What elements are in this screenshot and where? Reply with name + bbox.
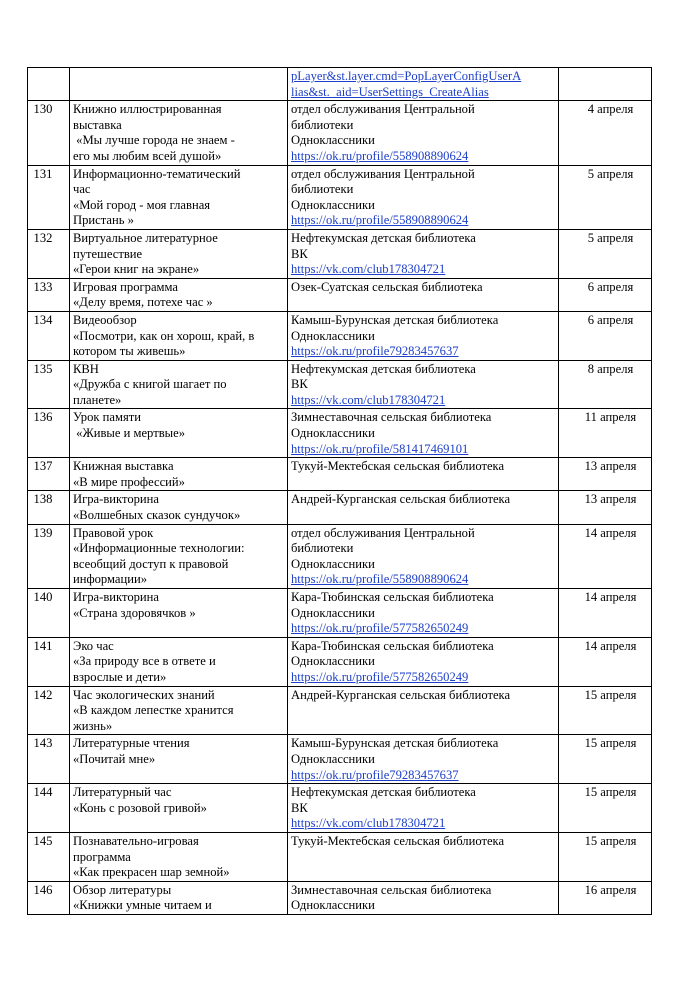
table-row (28, 101, 652, 165)
event-line: «За природу все в ответе и (73, 654, 216, 669)
table-row (28, 165, 652, 229)
place-line: ВК (291, 246, 308, 261)
place-cell (288, 458, 559, 491)
table-row (28, 278, 652, 311)
event-line: «Посмотри, как он хорош, край, в (73, 328, 255, 343)
place-cell (288, 165, 559, 229)
event-line: «Почитай мне» (73, 751, 156, 766)
event-line: выставка (73, 117, 122, 132)
event-line: Литературные чтения (73, 736, 190, 751)
place-line: Одноклассники (291, 898, 375, 913)
event-cell (70, 686, 288, 735)
event-line: «Волшебных сказок сундучок» (73, 508, 241, 523)
event-line: «Страна здоровячков » (73, 605, 196, 620)
date-cell: 5 апреля (559, 165, 652, 229)
event-cell (70, 881, 288, 914)
place-cell (288, 68, 559, 101)
table-row (28, 311, 652, 360)
date-cell: 5 апреля (559, 229, 652, 278)
event-cell (70, 229, 288, 278)
events-table-body (28, 68, 652, 915)
place-line: Нефтекумская детская библиотека (291, 230, 476, 245)
row-number: 146 (28, 881, 70, 914)
event-cell (70, 735, 288, 784)
event-line: Игровая программа (73, 279, 178, 294)
place-line: ВК (291, 800, 308, 815)
profile-link[interactable]: https://ok.ru/profile/577582650249 (291, 669, 469, 684)
place-cell (288, 491, 559, 524)
row-number: 134 (28, 311, 70, 360)
date-cell: 6 апреля (559, 311, 652, 360)
event-line: «Герои книг на экране» (73, 262, 200, 277)
table-row (28, 458, 652, 491)
place-line: отдел обслуживания Центральной (291, 102, 475, 117)
row-number: 132 (28, 229, 70, 278)
place-cell (288, 278, 559, 311)
event-line: «Делу время, потехе час » (73, 295, 213, 310)
table-row (28, 637, 652, 686)
table-row (28, 360, 652, 409)
row-number: 139 (28, 524, 70, 588)
place-line: ВК (291, 377, 308, 392)
date-cell: 8 апреля (559, 360, 652, 409)
event-line: «Книжки умные читаем и (73, 898, 212, 913)
place-line: Кара-Тюбинская сельская библиотека (291, 590, 494, 604)
event-line: «В мире профессий» (73, 474, 185, 489)
event-cell (70, 360, 288, 409)
row-number: 137 (28, 458, 70, 491)
event-line: Правовой урок (73, 525, 154, 540)
place-line: Тукуй-Мектебская сельская библиотека (291, 833, 505, 848)
event-line: «Конь с розовой гривой» (73, 800, 207, 815)
event-line: путешествие (73, 246, 143, 261)
event-cell (70, 589, 288, 638)
event-line: Книжная выставка (73, 459, 174, 474)
event-line: «Живые и мертвые» (73, 426, 185, 441)
date-cell (559, 68, 652, 101)
event-line: «Как прекрасен шар земной» (73, 865, 230, 880)
event-line: Книжно иллюстрированная (73, 102, 222, 117)
date-cell: 4 апреля (559, 101, 652, 165)
event-line: жизнь» (73, 718, 113, 733)
event-line: Пристань » (73, 213, 134, 228)
row-number: 140 (28, 589, 70, 638)
place-line: Одноклассники (291, 328, 375, 343)
place-line: Нефтекумская детская библиотека (291, 361, 476, 376)
row-number (28, 68, 70, 101)
place-line: Камыш-Бурунская детская библиотека (291, 312, 499, 327)
event-line: взрослые и дети» (73, 669, 167, 684)
event-cell (70, 832, 288, 881)
place-line: Одноклассники (291, 133, 375, 148)
row-number: 142 (28, 686, 70, 735)
place-line: библиотеки (291, 182, 354, 197)
place-cell (288, 832, 559, 881)
date-cell: 15 апреля (559, 832, 652, 881)
event-line: Видеообзор (73, 312, 137, 327)
event-cell (70, 101, 288, 165)
event-line: Игра-викторина (73, 492, 159, 507)
event-line: Урок памяти (73, 410, 142, 425)
place-cell (288, 524, 559, 588)
place-line: Одноклассники (291, 605, 375, 620)
table-row (28, 589, 652, 638)
date-cell: 15 апреля (559, 686, 652, 735)
place-line: Одноклассники (291, 556, 375, 571)
event-line: Виртуальное литературное (73, 230, 218, 245)
row-number: 135 (28, 360, 70, 409)
date-cell: 13 апреля (559, 458, 652, 491)
continued-row (28, 68, 652, 101)
table-row (28, 409, 652, 458)
place-cell (288, 784, 559, 833)
place-line: Одноклассники (291, 654, 375, 669)
place-line: Камыш-Бурунская детская библиотека (291, 736, 499, 751)
place-line: отдел обслуживания Центральной (291, 166, 475, 181)
table-row (28, 881, 652, 914)
profile-link[interactable]: https://ok.ru/profile79283457637 (291, 344, 459, 359)
profile-link[interactable]: https://ok.ru/profile79283457637 (291, 767, 459, 782)
event-line: «Дружба с книгой шагает по (73, 377, 227, 392)
profile-link[interactable]: https://ok.ru/profile/577582650249 (291, 621, 469, 636)
event-line: планете» (73, 392, 122, 407)
place-cell (288, 409, 559, 458)
date-cell: 14 апреля (559, 637, 652, 686)
place-line: Одноклассники (291, 426, 375, 441)
event-line: КВН (73, 361, 99, 376)
place-cell (288, 881, 559, 914)
event-cell (70, 311, 288, 360)
event-line: программа (73, 849, 131, 864)
event-cell (70, 491, 288, 524)
place-line: Андрей-Курганская сельская библиотека (291, 492, 511, 507)
event-line: Обзор литературы (73, 882, 172, 897)
date-cell: 11 апреля (559, 409, 652, 458)
place-cell (288, 637, 559, 686)
event-line: Литературный час (73, 785, 172, 800)
event-cell (70, 637, 288, 686)
row-number: 133 (28, 278, 70, 311)
event-line: «Мой город - моя главная (73, 197, 211, 212)
place-cell (288, 229, 559, 278)
date-cell: 13 апреля (559, 491, 652, 524)
event-line: Эко час (73, 638, 114, 653)
place-line: Тукуй-Мектебская сельская библиотека (291, 459, 505, 474)
place-cell (288, 101, 559, 165)
profile-link[interactable]: https://vk.com/club178304721 (291, 816, 446, 831)
place-line: Зимнеставочная сельская библиотека (291, 410, 492, 425)
event-cell (70, 458, 288, 491)
place-line: библиотеки (291, 541, 354, 556)
table-row (28, 229, 652, 278)
row-number: 141 (28, 637, 70, 686)
profile-link[interactable]: https://ok.ru/profile/558908890624 (291, 213, 469, 228)
table-row (28, 491, 652, 524)
place-line: Кара-Тюбинская сельская библиотека (291, 638, 494, 653)
event-line: Игра-викторина (73, 590, 159, 604)
event-line: Информационно-тематический (73, 166, 241, 181)
place-cell (288, 735, 559, 784)
place-cell (288, 311, 559, 360)
place-line: Одноклассники (291, 751, 375, 766)
place-line: Зимнеставочная сельская библиотека (291, 882, 492, 897)
event-line: час (73, 182, 91, 197)
row-number: 131 (28, 165, 70, 229)
event-cell (70, 68, 288, 101)
place-line: Андрей-Курганская сельская библиотека (291, 687, 511, 702)
date-cell: 16 апреля (559, 881, 652, 914)
profile-link[interactable]: https://ok.ru/profile/558908890624 (291, 148, 469, 163)
event-line: «Мы лучше города не знаем - (73, 133, 235, 148)
date-cell: 14 апреля (559, 589, 652, 638)
place-cell (288, 360, 559, 409)
row-number: 145 (28, 832, 70, 881)
row-number: 144 (28, 784, 70, 833)
event-line: «В каждом лепестке хранится (73, 703, 234, 718)
row-number: 138 (28, 491, 70, 524)
table-row (28, 832, 652, 881)
event-cell (70, 784, 288, 833)
event-line: информации» (73, 572, 148, 587)
event-line: его мы любим всей душой» (73, 148, 222, 163)
date-cell: 15 апреля (559, 735, 652, 784)
table-row (28, 686, 652, 735)
event-cell (70, 165, 288, 229)
table-row (28, 784, 652, 833)
event-line: котором ты живешь» (73, 344, 186, 359)
profile-link[interactable]: https://vk.com/club178304721 (291, 392, 446, 407)
event-line: всеобщий доступ к правовой (73, 556, 229, 571)
profile-link[interactable]: pLayer&st.layer.cmd=PopLayerConfigUserA lias&st._aid=UserSettings_CreateAlias (291, 69, 522, 99)
date-cell: 15 апреля (559, 784, 652, 833)
event-cell (70, 524, 288, 588)
event-cell (70, 409, 288, 458)
profile-link[interactable]: https://ok.ru/profile/558908890624 (291, 572, 469, 587)
profile-link[interactable]: https://ok.ru/profile/581417469101 (291, 441, 469, 456)
event-cell (70, 278, 288, 311)
profile-link[interactable]: https://vk.com/club178304721 (291, 262, 446, 277)
row-number: 130 (28, 101, 70, 165)
event-line: Познавательно-игровая (73, 833, 199, 848)
place-line: отдел обслуживания Центральной (291, 525, 475, 540)
row-number: 143 (28, 735, 70, 784)
place-cell (288, 686, 559, 735)
event-line: «Информационные технологии: (73, 541, 245, 556)
place-line: библиотеки (291, 117, 354, 132)
place-line: Одноклассники (291, 197, 375, 212)
row-number: 136 (28, 409, 70, 458)
place-line: Нефтекумская детская библиотека (291, 785, 476, 800)
table-row (28, 735, 652, 784)
date-cell: 6 апреля (559, 278, 652, 311)
events-table (27, 67, 652, 915)
place-cell (288, 589, 559, 638)
date-cell: 14 апреля (559, 524, 652, 588)
table-row (28, 524, 652, 588)
event-line: Час экологических знаний (73, 687, 215, 702)
place-line: Озек-Суатская сельская библиотека (291, 279, 483, 294)
